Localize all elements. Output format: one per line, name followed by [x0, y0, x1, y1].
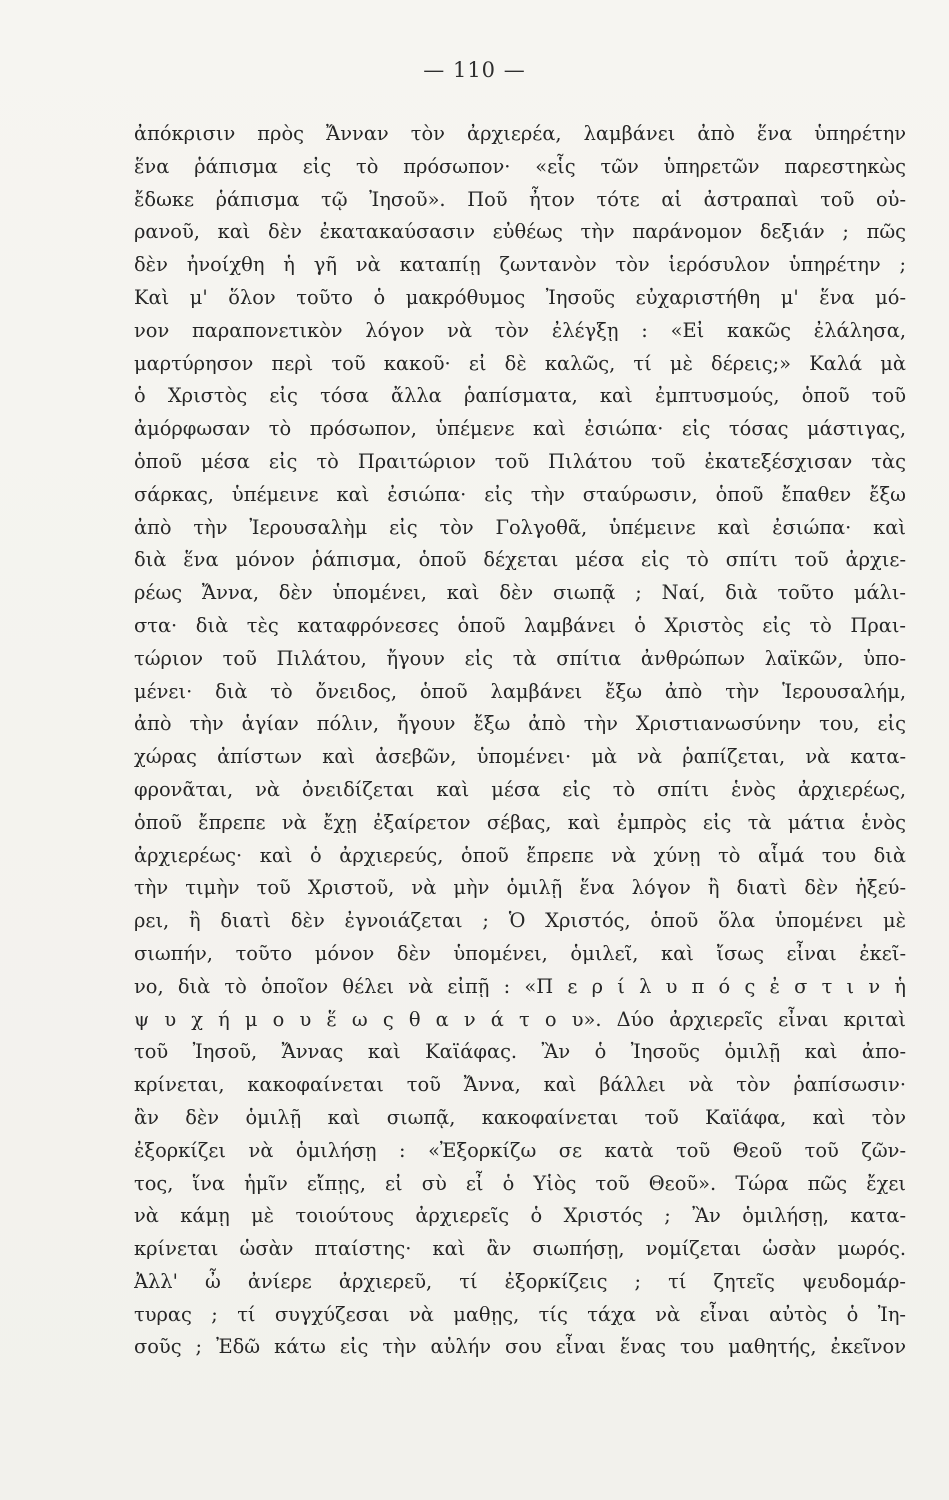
text-line: ὁ Χριστὸς εἰς τόσα ἄλλα ῥαπίσματα, καὶ ἐμπτυσμούς, ὁποῦ τοῦ: [134, 384, 906, 408]
text-line: κρίνεται, κακοφαίνεται τοῦ Ἄννα, καὶ βάλλει νὰ τὸν ῥαπίσωσιν·: [134, 1073, 906, 1097]
text-line: ἀρχιερέως· καὶ ὁ ἀρχιερεύς, ὁποῦ ἔπρεπε νὰ χύνῃ τὸ αἷμά του διὰ: [134, 843, 906, 867]
text-line: ἀπὸ τὴν Ἰερουσαλὴμ εἰς τὸν Γολγοθᾶ, ὑπέμεινε καὶ ἐσιώπα· καὶ: [134, 515, 906, 539]
text-line: ὁποῦ μέσα εἰς τὸ Πραιτώριον τοῦ Πιλάτου τοῦ ἐκατεξέσχισαν τὰς: [134, 449, 906, 473]
text-line: Καὶ μ' ὅλον τοῦτο ὁ μακρόθυμος Ἰησοῦς εὐχαριστήθη μ' ἕνα μό-: [134, 285, 906, 309]
text-line: τος, ἵνα ἡμῖν εἴπῃς, εἰ σὺ εἶ ὁ Υἱὸς τοῦ Θεοῦ». Τώρα πῶς ἔχει: [134, 1171, 906, 1195]
page-number: — 110 —: [423, 58, 526, 82]
text-line: κρίνεται ὡσὰν πταίστης· καὶ ἂν σιωπήσῃ, νομίζεται ὡσὰν μωρός.: [134, 1237, 906, 1261]
text-line: χώρας ἀπίστων καὶ ἀσεβῶν, ὑπομένει· μὰ νὰ ῥαπίζεται, νὰ κατα-: [134, 745, 906, 769]
text-line: νο, διὰ τὸ ὁποῖον θέλει νὰ εἰπῇ : «Π ε ρ ί λ υ π ό ς ἐ σ τ ι ν ἡ: [134, 974, 906, 998]
text-line: ρέως Ἄννα, δὲν ὑπομένει, καὶ δὲν σιωπᾷ ; Ναί, διὰ τοῦτο μάλι-: [134, 581, 906, 605]
text-line: φρονᾶται, νὰ ὀνειδίζεται καὶ μέσα εἰς τὸ σπίτι ἑνὸς ἀρχιερέως,: [134, 777, 906, 801]
text-line: νον παραπονετικὸν λόγον νὰ τὸν ἐλέγξῃ : «Εἰ κακῶς ἐλάλησα,: [134, 318, 906, 342]
text-line: Ἀλλ' ὦ ἀνίερε ἀρχιερεῦ, τί ἐξορκίζεις ; τί ζητεῖς ψευδομάρ-: [134, 1269, 906, 1293]
text-line: διὰ ἕνα μόνον ῥάπισμα, ὁποῦ δέχεται μέσα εἰς τὸ σπίτι τοῦ ἀρχιε-: [134, 548, 906, 572]
text-line: ρανοῦ, καὶ δὲν ἐκατακαύσασιν εὐθέως τὴν παράνομον δεξιάν ; πῶς: [134, 220, 906, 244]
text-line: ἂν δὲν ὁμιλῇ καὶ σιωπᾷ, κακοφαίνεται τοῦ Καϊάφα, καὶ τὸν: [134, 1105, 906, 1129]
text-line: ρει, ἢ διατὶ δὲν ἐγνοιάζεται ; Ὁ Χριστός, ὁποῦ ὅλα ὑπομένει μὲ: [134, 909, 906, 933]
text-line: σιωπήν, τοῦτο μόνον δὲν ὑπομένει, ὁμιλεῖ, καὶ ἴσως εἶναι ἐκεῖ-: [134, 941, 906, 965]
text-line: τοῦ Ἰησοῦ, Ἄννας καὶ Καϊάφας. Ἂν ὁ Ἰησοῦς ὁμιλῇ καὶ ἀπο-: [134, 1040, 906, 1064]
text-line: ἀπὸ τὴν ἁγίαν πόλιν, ἤγουν ἔξω ἀπὸ τὴν Χριστιανωσύνην του, εἰς: [134, 712, 906, 736]
text-line: ἐξορκίζει νὰ ὁμιλήσῃ : «Ἐξορκίζω σε κατὰ τοῦ Θεοῦ τοῦ ζῶν-: [134, 1138, 906, 1162]
text-line: τυρας ; τί συγχύζεσαι νὰ μαθῃς, τίς τάχα νὰ εἶναι αὐτὸς ὁ Ἰη-: [134, 1302, 906, 1326]
text-line: τώριον τοῦ Πιλάτου, ἤγουν εἰς τὰ σπίτια ἀνθρώπων λαϊκῶν, ὑπο-: [134, 646, 906, 670]
text-line: στα· διὰ τὲς καταφρόνεσες ὁποῦ λαμβάνει ὁ Χριστὸς εἰς τὸ Πραι-: [134, 613, 906, 637]
text-line: ἔδωκε ῥάπισμα τῷ Ἰησοῦ». Ποῦ ἦτον τότε αἱ ἀστραπαὶ τοῦ οὐ-: [134, 187, 906, 211]
text-line: δὲν ἠνοίχθη ἡ γῆ νὰ καταπίῃ ζωντανὸν τὸν ἱερόσυλον ὑπηρέτην ;: [134, 253, 906, 277]
text-line: σοῦς ; Ἐδῶ κάτω εἰς τὴν αὐλήν σου εἶναι ἕνας του μαθητής, ἐκεῖνον: [134, 1335, 906, 1359]
text-line: μένει· διὰ τὸ ὄνειδος, ὁποῦ λαμβάνει ἔξω ἀπὸ τὴν Ἱερουσαλήμ,: [134, 679, 906, 703]
text-line: ὁποῦ ἔπρεπε νὰ ἔχῃ ἐξαίρετον σέβας, καὶ ἐμπρὸς εἰς τὰ μάτια ἑνὸς: [134, 810, 906, 834]
text-line: ἀμόρφωσαν τὸ πρόσωπον, ὑπέμενε καὶ ἐσιώπα· εἰς τόσας μάστιγας,: [134, 417, 906, 441]
body-text: [134, 118, 906, 1364]
text-line: μαρτύρησον περὶ τοῦ κακοῦ· εἰ δὲ καλῶς, τί μὲ δέρεις;» Καλά μὰ: [134, 351, 906, 375]
text-line: τὴν τιμὴν τοῦ Χριστοῦ, νὰ μὴν ὁμιλῇ ἕνα λόγον ἢ διατὶ δὲν ἠξεύ-: [134, 876, 906, 900]
text-line: ψ υ χ ή μ ο υ ἕ ω ς θ α ν ά τ ο υ». Δύο ἀρχιερεῖς εἶναι κριταὶ: [134, 1007, 906, 1031]
text-line: ἀπόκρισιν πρὸς Ἄνναν τὸν ἀρχιερέα, λαμβάνει ἀπὸ ἕνα ὑπηρέτην: [134, 122, 906, 145]
text-line: σάρκας, ὑπέμεινε καὶ ἐσιώπα· εἰς τὴν σταύρωσιν, ὁποῦ ἔπαθεν ἔξω: [134, 482, 906, 506]
text-line: ἕνα ῥάπισμα εἰς τὸ πρόσωπον· «εἷς τῶν ὑπηρετῶν παρεστηκὼς: [134, 154, 906, 178]
text-line: νὰ κάμῃ μὲ τοιούτους ἀρχιερεῖς ὁ Χριστός ; Ἂν ὁμιλήσῃ, κατα-: [134, 1204, 906, 1228]
